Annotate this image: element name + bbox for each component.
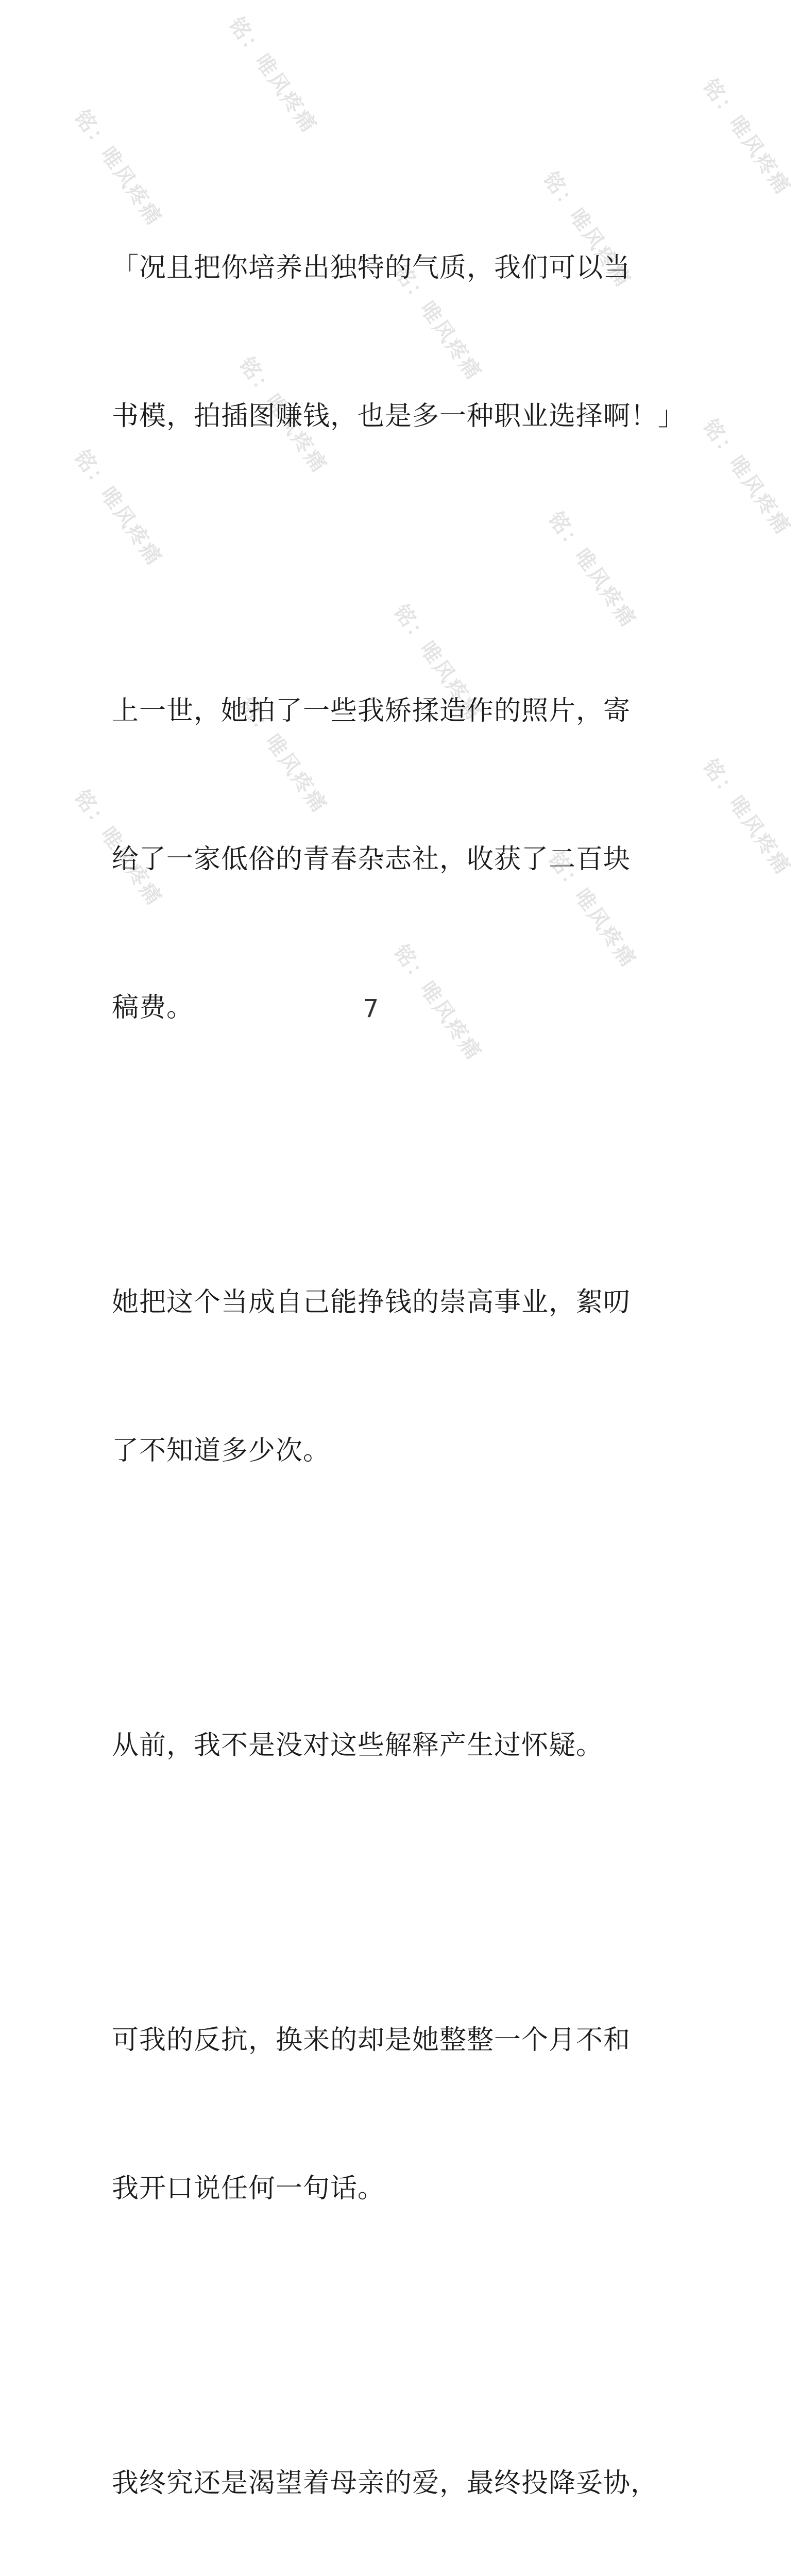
- watermark: 铭：唯风疼痛: [234, 693, 332, 818]
- watermark: 铭：唯风疼痛: [388, 260, 487, 385]
- paragraph: [112, 1179, 632, 1574]
- text-line: 可我的反抗，换来的却是她整整一个月不和: [112, 2025, 631, 2056]
- page-number: 7: [363, 994, 379, 1023]
- watermark: 铭：唯风疼痛: [698, 415, 796, 540]
- text-line: 稿费。: [112, 992, 194, 1023]
- text-line: 给了一家低俗的青春杂志社，收获了二百块: [112, 844, 631, 875]
- text-line: 「况且把你培养出独特的气质，我们可以当: [112, 252, 631, 283]
- watermark: 铭：唯风疼痛: [224, 13, 322, 138]
- watermark: 铭：唯风疼痛: [388, 940, 487, 1065]
- watermark: 铭：唯风疼痛: [69, 446, 167, 571]
- paragraph: [112, 2360, 658, 2576]
- text-line: 她把这个当成自己能挣钱的崇高事业，絮叨: [112, 1287, 631, 1318]
- watermark: 铭：唯风疼痛: [698, 75, 796, 200]
- watermark: 铭：唯风疼痛: [234, 353, 332, 478]
- watermark: 铭：唯风疼痛: [69, 786, 167, 911]
- watermark: 铭：唯风疼痛: [69, 106, 167, 231]
- text-line: 书模，拍插图赚钱，也是多一种职业选择啊！」: [112, 401, 686, 432]
- watermark: 铭：唯风疼痛: [543, 507, 641, 633]
- watermark: 铭：唯风疼痛: [388, 600, 487, 725]
- text-line: 了不知道多少次。: [112, 1435, 331, 1466]
- text-line: 从前，我不是没对这些解释产生过怀疑。: [112, 1730, 604, 1761]
- text-line: 我终究还是渴望着母亲的爱，最终投降妥协，: [112, 2468, 658, 2499]
- watermark: 铭：唯风疼痛: [543, 848, 641, 973]
- watermark: 铭：唯风疼痛: [698, 755, 796, 880]
- body-text: [112, 144, 686, 2576]
- paragraph: [112, 144, 686, 540]
- paragraph: [112, 1622, 632, 1869]
- watermark: 铭：唯风疼痛: [538, 167, 636, 293]
- paragraph: [112, 1917, 632, 2312]
- text-line: 我开口说任何一句话。: [112, 2173, 385, 2204]
- text-line: 上一世，她拍了一些我矫揉造作的照片，寄: [112, 696, 631, 726]
- paragraph: [112, 587, 632, 1131]
